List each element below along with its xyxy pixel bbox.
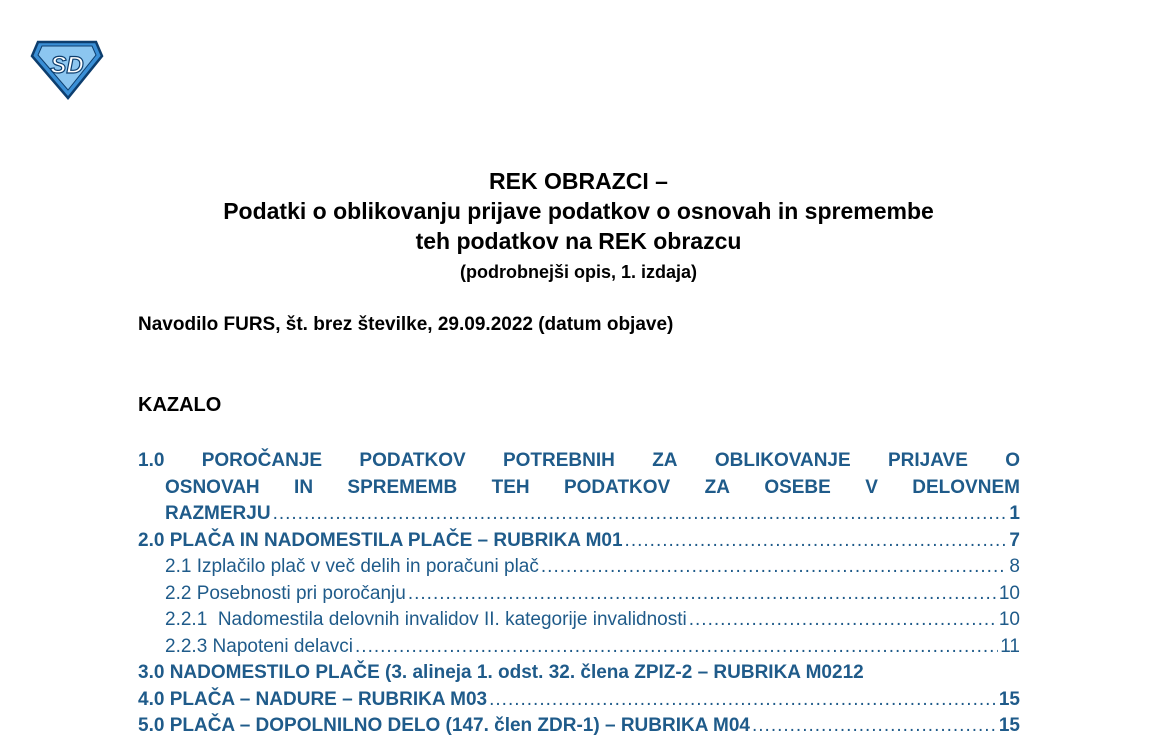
toc-label: 2.2.1 Nadomestila delovnih invalidov II. kategorije invalidnosti bbox=[165, 609, 687, 630]
toc-leader bbox=[355, 634, 998, 661]
toc-heading: KAZALO bbox=[138, 394, 222, 416]
toc-entry-2-1[interactable] bbox=[138, 554, 1020, 581]
toc-word: O bbox=[1005, 450, 1020, 471]
toc-entry-2-2-1[interactable] bbox=[138, 607, 1020, 634]
toc-word: V bbox=[865, 476, 878, 498]
logo-text: SD bbox=[50, 52, 84, 79]
toc-leader bbox=[273, 501, 1008, 528]
table-of-contents bbox=[138, 448, 1020, 740]
toc-word: OBLIKOVANJE bbox=[714, 450, 851, 471]
toc-page-number: 10 bbox=[998, 609, 1020, 630]
toc-word: 1.0 bbox=[138, 450, 165, 471]
toc-page-number: 12 bbox=[842, 662, 864, 683]
toc-entry-1-0[interactable] bbox=[138, 448, 1020, 528]
toc-label: 4.0 PLAČA – NADURE – RUBRIKA M03 bbox=[138, 688, 488, 710]
title-line-1: REK OBRAZCI – bbox=[489, 168, 668, 194]
notice-line: Navodilo FURS, št. brez številke, 29.09.2022 (datum objave) bbox=[138, 314, 674, 335]
toc-entry-4-0[interactable] bbox=[138, 687, 1020, 714]
toc-word: DELOVNEM bbox=[912, 476, 1020, 498]
sd-logo bbox=[30, 40, 104, 100]
toc-word: SPREMEMB bbox=[347, 476, 458, 498]
toc-word: OSEBE bbox=[764, 476, 831, 498]
toc-page-number: 15 bbox=[998, 715, 1020, 736]
toc-entry-5-0[interactable] bbox=[138, 713, 1020, 740]
toc-entry-2-2-3[interactable] bbox=[138, 634, 1020, 661]
toc-label: 3.0 NADOMESTILO PLAČE (3. alineja 1. odst. 32. člena ZPIZ-2 – RUBRIKA M02 bbox=[138, 662, 843, 683]
toc-word: PODATKOV bbox=[359, 450, 466, 471]
toc-word: POTREBNIH bbox=[502, 450, 615, 471]
toc-word: ZA bbox=[652, 450, 678, 471]
toc-entry-3-0[interactable] bbox=[138, 660, 1020, 687]
title-subtitle: (podrobnejši opis, 1. izdaja) bbox=[459, 262, 698, 282]
toc-word: POROČANJE bbox=[201, 450, 323, 471]
toc-leader bbox=[489, 687, 997, 714]
toc-leader bbox=[625, 528, 1008, 555]
toc-word: ZA bbox=[704, 476, 730, 498]
toc-word: TEH bbox=[491, 476, 530, 498]
toc-leader bbox=[752, 713, 997, 740]
toc-label: 2.2 Posebnosti pri poročanju bbox=[165, 582, 406, 604]
toc-entry-2-2[interactable] bbox=[138, 581, 1020, 608]
toc-page-number: 10 bbox=[998, 582, 1020, 604]
title-line-3: teh podatkov na REK obrazcu bbox=[415, 228, 742, 254]
toc-page-number: 7 bbox=[1009, 529, 1020, 551]
toc-word: PRIJAVE bbox=[888, 450, 968, 471]
toc-leader bbox=[541, 554, 1008, 581]
toc-word: OSNOVAH bbox=[165, 476, 260, 498]
toc-page-number: 1 bbox=[1009, 503, 1020, 524]
title-line-2: Podatki o oblikovanju prijave podatkov o osnovah in spremembe bbox=[223, 198, 934, 224]
toc-word: PODATKOV bbox=[563, 476, 671, 498]
toc-word: IN bbox=[294, 476, 314, 498]
toc-leader bbox=[408, 581, 997, 608]
toc-page-number: 8 bbox=[1009, 556, 1020, 577]
toc-label: 2.2.3 Napoteni delavci bbox=[165, 635, 354, 657]
toc-label: RAZMERJU bbox=[165, 503, 271, 524]
toc-entry-2-0[interactable] bbox=[138, 528, 1020, 555]
toc-entry-1-0-line1 bbox=[138, 448, 1020, 475]
toc-page-number: 11 bbox=[1000, 635, 1020, 657]
toc-entry-1-0-line3 bbox=[138, 501, 1020, 528]
toc-page-number: 15 bbox=[998, 688, 1020, 710]
toc-leader bbox=[689, 607, 997, 634]
toc-label: 5.0 PLAČA – DOPOLNILNO DELO (147. člen ZDR-1) – RUBRIKA M04 bbox=[138, 715, 750, 736]
toc-label: 2.1 Izplačilo plač v več delih in poračuni plač bbox=[165, 556, 539, 577]
toc-entry-1-0-line2 bbox=[138, 475, 1020, 502]
toc-label: 2.0 PLAČA IN NADOMESTILA PLAČE – RUBRIKA M01 bbox=[138, 529, 623, 551]
